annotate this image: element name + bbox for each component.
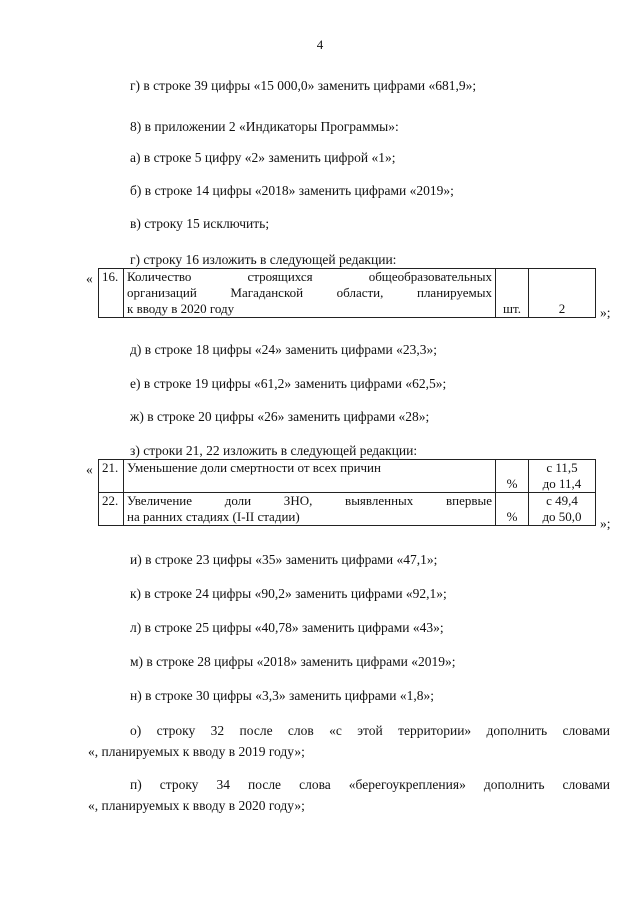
item-g-line39: г) в строке 39 цифры «15 000,0» заменить цифрами «681,9»;	[130, 78, 477, 93]
row-value	[529, 493, 596, 526]
paragraph-line: п) строку 34 после слова «берегоукрепления» дополнить словами	[130, 777, 610, 792]
item-b-line14: б) в строке 14 цифры «2018» заменить цифрами «2019»;	[130, 183, 454, 198]
description-line: Количество строящихся общеобразовательных	[127, 269, 492, 284]
row-description	[124, 493, 496, 526]
value-to: до 50,0	[542, 509, 582, 524]
item-l-line25: л) в строке 25 цифры «40,78» заменить цифрами «43»;	[130, 620, 444, 635]
quote-close-16: »;	[600, 305, 611, 320]
description-line: к вводу в 2020 году	[127, 301, 235, 316]
item-d-line18: д) в строке 18 цифры «24» заменить цифрами «23,3»;	[130, 342, 437, 357]
paragraph-line: «, планируемых к вводу в 2019 году»;	[88, 744, 305, 759]
row-description	[124, 460, 496, 493]
item-p-line34	[88, 774, 610, 816]
description-line: Увеличение доли ЗНО, выявленных впервые	[127, 493, 492, 508]
description-line: на ранних стадиях (I-II стадии)	[127, 509, 300, 524]
item-o-line32	[88, 720, 610, 762]
description-line: организаций Магаданской области, планируемых	[127, 285, 492, 300]
item-i-line23: и) в строке 23 цифры «35» заменить цифрами «47,1»;	[130, 552, 438, 567]
indicator-table-21-22	[98, 459, 596, 526]
item-m-line28: м) в строке 28 цифры «2018» заменить цифрами «2019»;	[130, 654, 456, 669]
row-number: 21.	[99, 460, 124, 493]
item-z-lines21-22: з) строки 21, 22 изложить в следующей редакции:	[130, 443, 418, 458]
paragraph-line: о) строку 32 после слов «с этой территории» дополнить словами	[130, 723, 610, 738]
quote-open-2122: «	[86, 462, 93, 477]
row-number: 16.	[99, 269, 124, 318]
item-8-appendix2: 8) в приложении 2 «Индикаторы Программы»:	[130, 119, 399, 134]
item-k-line24: к) в строке 24 цифры «90,2» заменить цифрами «92,1»;	[130, 586, 447, 601]
quote-open-16: «	[86, 271, 93, 286]
row-unit: %	[496, 493, 529, 526]
item-e-line19: е) в строке 19 цифры «61,2» заменить цифрами «62,5»;	[130, 376, 447, 391]
row-value: 2	[529, 269, 596, 318]
row-unit: шт.	[496, 269, 529, 318]
row-unit: %	[496, 460, 529, 493]
paragraph-line: «, планируемых к вводу в 2020 году»;	[88, 798, 305, 813]
item-g-line16: г) строку 16 изложить в следующей редакции:	[130, 252, 397, 267]
row-description	[124, 269, 496, 318]
page-number: 4	[316, 37, 324, 52]
value-from: с 11,5	[546, 460, 578, 475]
item-v-line15: в) строку 15 исключить;	[130, 216, 270, 231]
row-value	[529, 460, 596, 493]
row-number: 22.	[99, 493, 124, 526]
indicator-table-16	[98, 268, 596, 318]
description-line	[127, 476, 492, 492]
quote-close-2122: »;	[600, 516, 611, 531]
table-row	[99, 460, 596, 493]
value-to: до 11,4	[542, 476, 582, 491]
value-from: с 49,4	[546, 493, 578, 508]
item-zh-line20: ж) в строке 20 цифры «26» заменить цифрами «28»;	[130, 409, 430, 424]
description-line: Уменьшение доли смертности от всех причин	[127, 460, 381, 475]
item-a-line5: а) в строке 5 цифру «2» заменить цифрой «1»;	[130, 150, 396, 165]
table-row	[99, 493, 596, 526]
item-n-line30: н) в строке 30 цифры «3,3» заменить цифрами «1,8»;	[130, 688, 434, 703]
table-row	[99, 269, 596, 318]
